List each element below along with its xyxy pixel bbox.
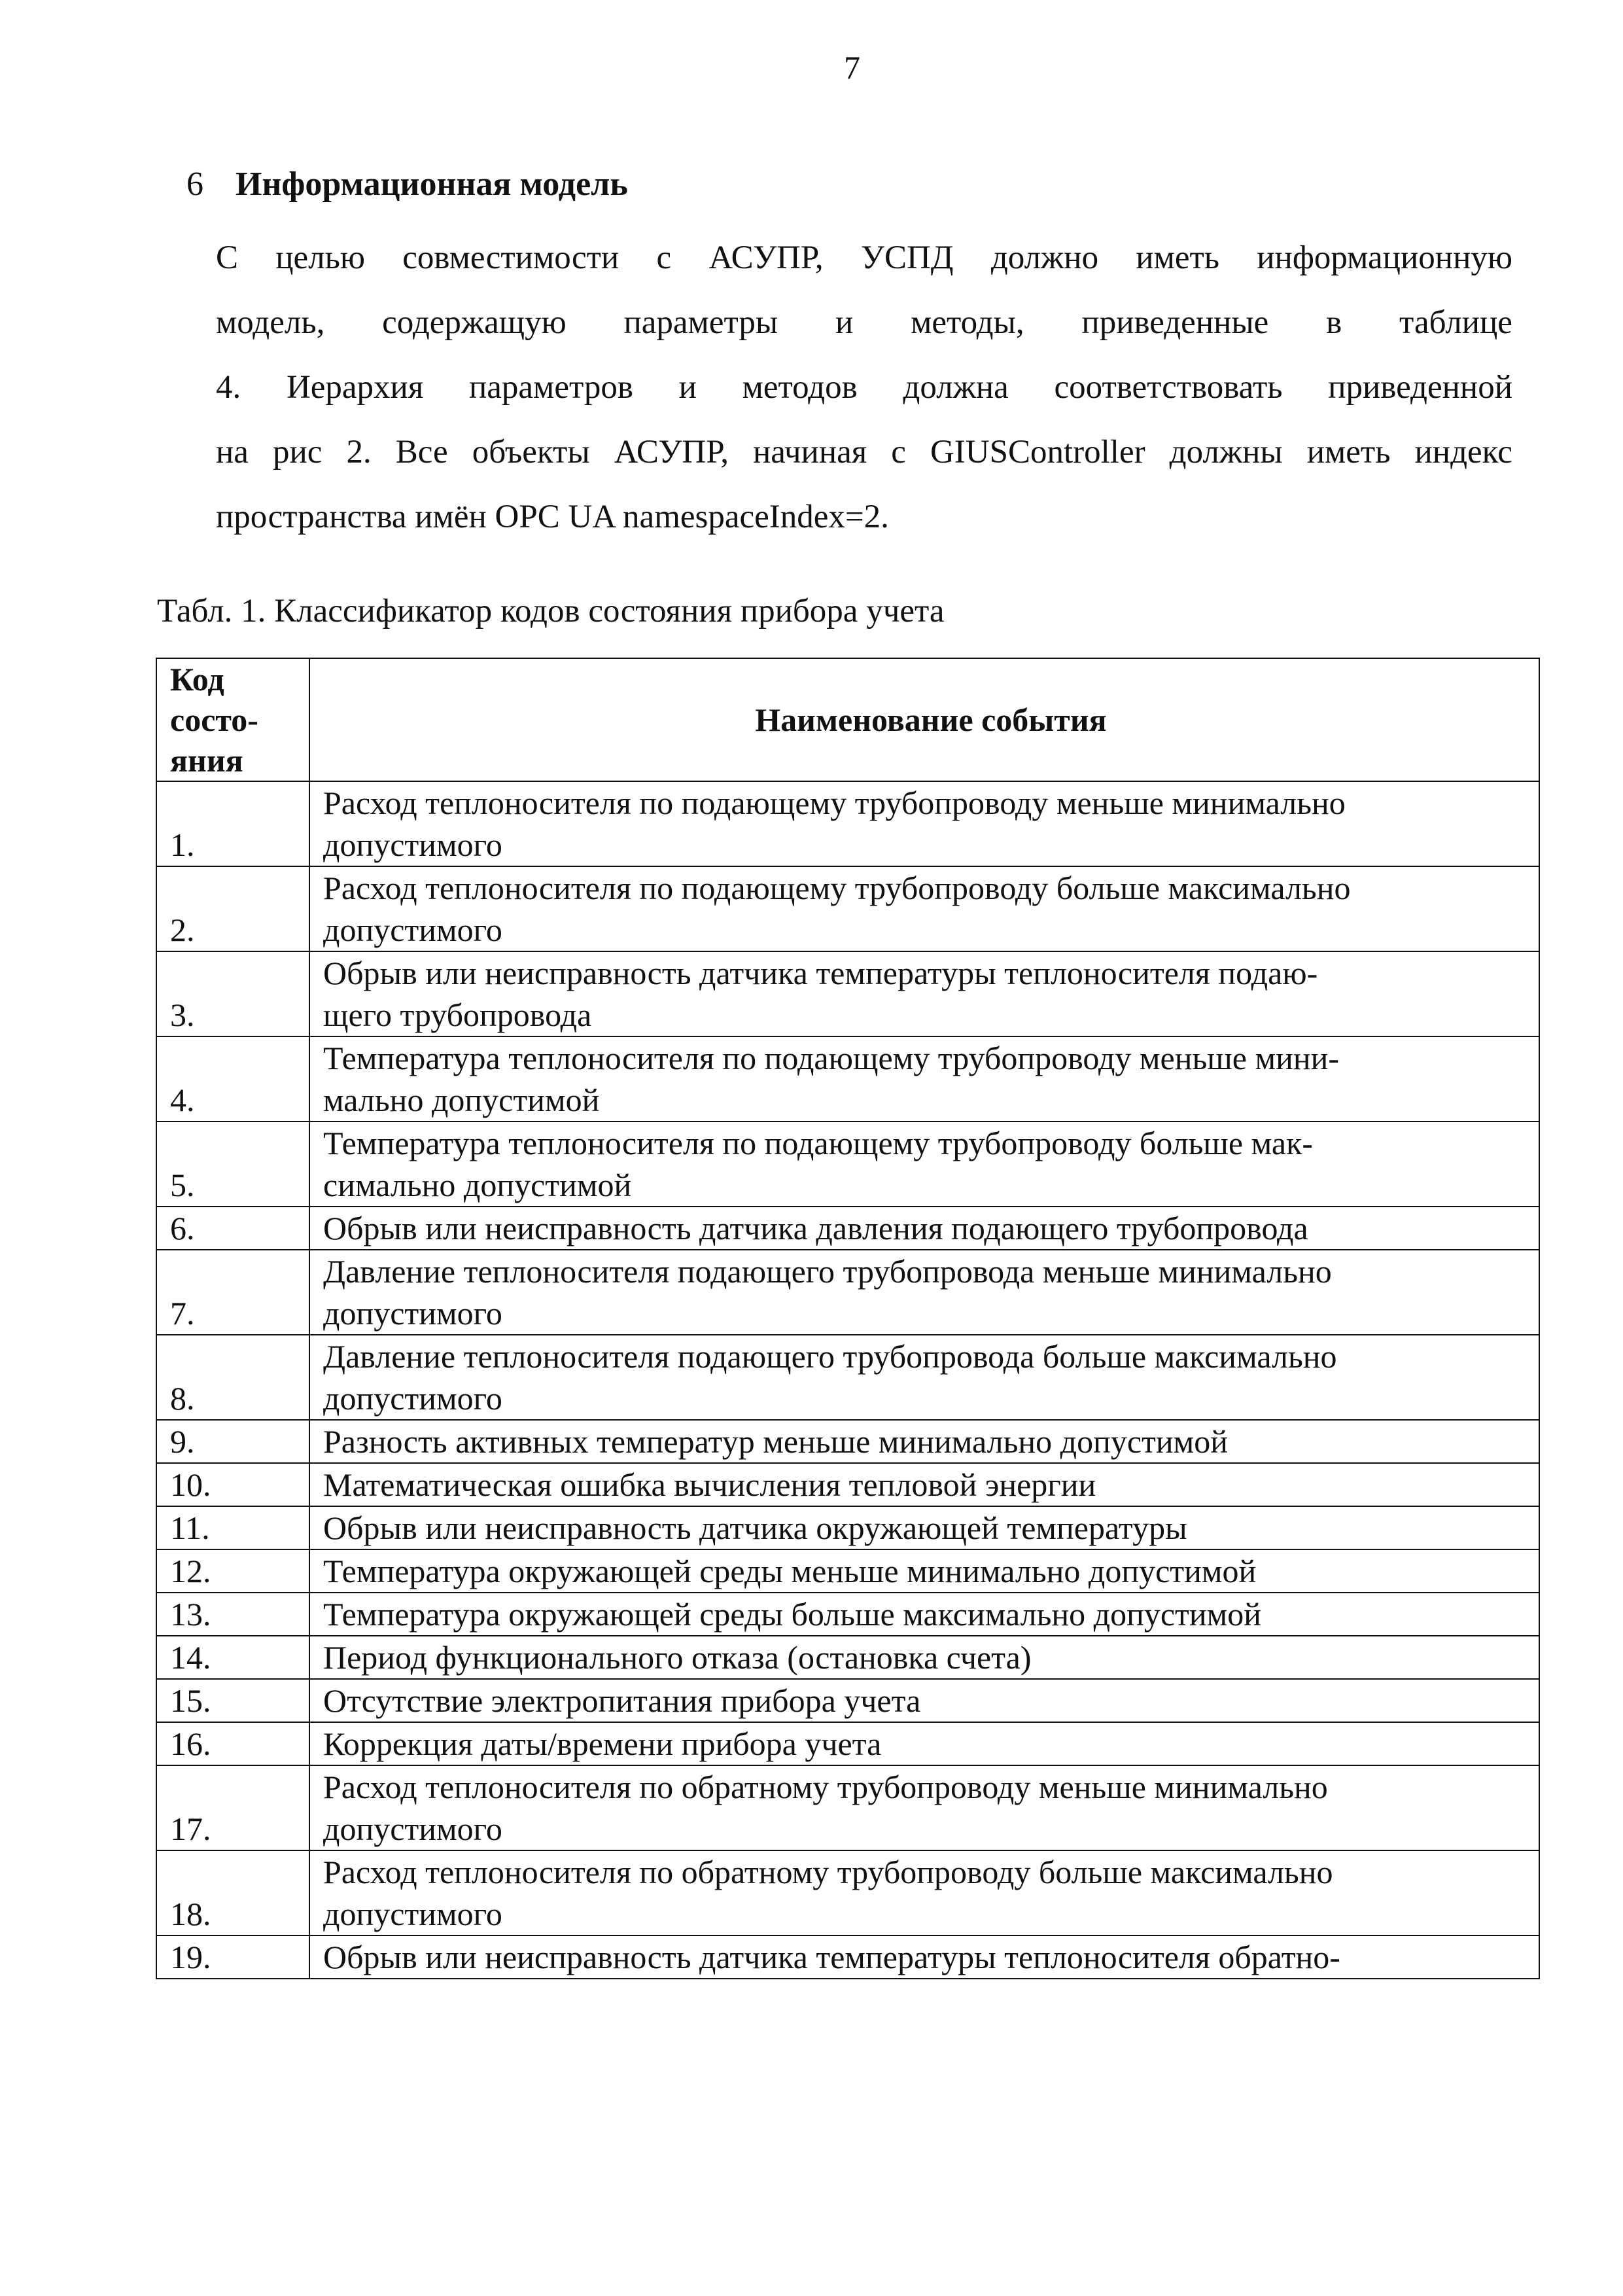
row-name-cell	[309, 1549, 1539, 1593]
paragraph-word: иметь	[1306, 434, 1391, 470]
row-code-cell: 16.	[156, 1722, 309, 1765]
table-row	[156, 1722, 1539, 1765]
paragraph-word: на	[216, 434, 249, 470]
paragraph-word: параметров	[468, 369, 633, 406]
row-name-cell	[309, 1850, 1539, 1935]
row-name-cell	[309, 1593, 1539, 1636]
table-caption: Табл. 1. Классификатор кодов состояния прибора учета	[157, 593, 945, 629]
status-code-table	[156, 658, 1540, 1979]
row-name-cell	[309, 1679, 1539, 1722]
row-name-line: Давление теплоносителя подающего трубопровода больше максимально	[323, 1338, 1337, 1375]
row-name-cell	[309, 1335, 1539, 1420]
paragraph-word: индекс	[1414, 434, 1512, 470]
row-name-line: Расход теплоносителя по обратному трубопроводу больше максимально	[323, 1854, 1333, 1890]
paragraph-word: Все	[395, 434, 448, 470]
paragraph-word: параметры	[623, 304, 778, 341]
row-name-line: допустимого	[323, 911, 502, 948]
paragraph-line	[216, 485, 1512, 550]
table-row	[156, 1679, 1539, 1722]
row-code-cell: 15.	[156, 1679, 309, 1722]
table-row	[156, 1036, 1539, 1122]
row-name-line: Обрыв или неисправность датчика окружающей температуры	[323, 1510, 1187, 1546]
row-name-cell	[309, 1463, 1539, 1506]
paragraph-word: должно	[990, 239, 1099, 276]
paragraph-word: в	[1326, 304, 1342, 341]
row-name-line: допустимого	[323, 1810, 502, 1847]
section-number: 6	[186, 166, 203, 203]
row-name-cell	[309, 866, 1539, 951]
paragraph-word: с	[656, 239, 672, 276]
table-row	[156, 1850, 1539, 1935]
table-header-row	[156, 658, 1539, 781]
row-code-cell: 4.	[156, 1036, 309, 1122]
paragraph-word: УСПД	[860, 239, 954, 276]
paragraph-line	[216, 226, 1512, 291]
paragraph-line	[216, 420, 1512, 485]
row-code-cell: 12.	[156, 1549, 309, 1593]
row-name-line: Отсутствие электропитания прибора учета	[323, 1682, 921, 1719]
row-name-line: мально допустимой	[323, 1082, 600, 1118]
row-name-cell	[309, 1207, 1539, 1250]
row-code-cell: 18.	[156, 1850, 309, 1935]
paragraph-word: приведенной	[1328, 369, 1512, 406]
row-name-cell	[309, 1636, 1539, 1679]
paragraph-word: С	[216, 239, 239, 276]
paragraph-line	[216, 291, 1512, 355]
row-code-cell: 11.	[156, 1506, 309, 1549]
table-row	[156, 1765, 1539, 1850]
row-code-cell: 17.	[156, 1765, 309, 1850]
row-code-cell: 1.	[156, 781, 309, 866]
row-code-cell: 14.	[156, 1636, 309, 1679]
row-name-cell	[309, 1420, 1539, 1463]
table-body	[156, 781, 1539, 1979]
table-row	[156, 866, 1539, 951]
paragraph-word: соответствовать	[1054, 369, 1283, 406]
row-name-line: допустимого	[323, 1380, 502, 1417]
paragraph-word: объекты	[472, 434, 590, 470]
paragraph-word: приведенные	[1081, 304, 1269, 341]
table-row	[156, 1122, 1539, 1207]
row-code-cell: 3.	[156, 951, 309, 1036]
paragraph-word: информационную	[1257, 239, 1512, 276]
row-name-line: допустимого	[323, 1896, 502, 1932]
row-name-line: допустимого	[323, 826, 502, 863]
row-name-line: Математическая ошибка вычисления тепловой энергии	[323, 1466, 1096, 1503]
row-code-cell: 8.	[156, 1335, 309, 1420]
row-name-line: щего трубопровода	[323, 997, 592, 1033]
paragraph-word: АСУПР,	[708, 239, 824, 276]
paragraph-word: методы,	[911, 304, 1024, 341]
table-row	[156, 1636, 1539, 1679]
table-row	[156, 1506, 1539, 1549]
paragraph-word: АСУПР,	[614, 434, 729, 470]
row-name-line: Температура окружающей среды больше максимально допустимой	[323, 1596, 1262, 1633]
paragraph-word: методов	[742, 369, 858, 406]
row-name-cell	[309, 1036, 1539, 1122]
paragraph-word: 2.	[346, 434, 372, 470]
row-name-line: Давление теплоносителя подающего трубопровода меньше минимально	[323, 1253, 1332, 1290]
paragraph-word: совместимости	[402, 239, 620, 276]
paragraph-word: и	[678, 369, 697, 406]
table-row	[156, 781, 1539, 866]
paragraph-word: GIUSController	[930, 434, 1145, 470]
row-name-cell	[309, 781, 1539, 866]
header-name-cell: Наименование события	[309, 658, 1539, 781]
header-code-line: состо-	[170, 701, 258, 738]
paragraph-word: иметь	[1136, 239, 1220, 276]
row-code-cell: 13.	[156, 1593, 309, 1636]
paragraph-word: и	[835, 304, 854, 341]
row-name-line: Температура теплоносителя по подающему трубопроводу больше мак-	[323, 1125, 1314, 1161]
row-name-line: Обрыв или неисправность датчика температуры теплоносителя обратно-	[323, 1939, 1340, 1975]
paragraph-word: начиная	[753, 434, 867, 470]
paragraph-word: должна	[903, 369, 1009, 406]
table-row	[156, 1250, 1539, 1335]
table-row	[156, 1935, 1539, 1979]
paragraph-line	[216, 355, 1512, 420]
header-code-line: Код	[170, 661, 224, 698]
section-heading	[186, 165, 628, 203]
row-code-cell: 10.	[156, 1463, 309, 1506]
row-code-cell: 9.	[156, 1420, 309, 1463]
row-name-line: Расход теплоносителя по подающему трубопроводу меньше минимально	[323, 785, 1346, 821]
header-code-cell	[156, 658, 309, 781]
row-code-cell: 2.	[156, 866, 309, 951]
table-row	[156, 1207, 1539, 1250]
row-name-line: Разность активных температур меньше минимально допустимой	[323, 1423, 1229, 1460]
table-row	[156, 1335, 1539, 1420]
paragraph-word: Иерархия	[286, 369, 424, 406]
header-code-line: яния	[170, 742, 243, 779]
row-name-line: Температура теплоносителя по подающему трубопроводу меньше мини-	[323, 1040, 1340, 1076]
row-name-line: Расход теплоносителя по подающему трубопроводу больше максимально	[323, 870, 1351, 906]
row-code-cell: 7.	[156, 1250, 309, 1335]
row-name-line: Температура окружающей среды меньше минимально допустимой	[323, 1553, 1257, 1589]
paragraph-word: целью	[275, 239, 365, 276]
row-name-line: допустимого	[323, 1295, 502, 1332]
body-paragraph	[216, 226, 1512, 550]
row-name-line: Коррекция даты/времени прибора учета	[323, 1725, 882, 1762]
paragraph-word: таблице	[1399, 304, 1512, 341]
paragraph-word: 4.	[216, 369, 241, 406]
row-name-line: Обрыв или неисправность датчика давления подающего трубопровода	[323, 1210, 1308, 1246]
paragraph-word: модель,	[216, 304, 325, 341]
paragraph-word: с	[891, 434, 906, 470]
table-row	[156, 951, 1539, 1036]
paragraph-word: должны	[1169, 434, 1283, 470]
row-name-cell	[309, 1935, 1539, 1979]
row-name-line: Период функционального отказа (остановка счета)	[323, 1639, 1032, 1676]
row-name-cell	[309, 1506, 1539, 1549]
table-row	[156, 1593, 1539, 1636]
paragraph-word: пространства имён OPC UA namespaceIndex=2.	[216, 499, 889, 535]
page-number: 7	[844, 49, 860, 86]
row-name-cell	[309, 1122, 1539, 1207]
row-name-cell	[309, 1250, 1539, 1335]
row-code-cell: 5.	[156, 1122, 309, 1207]
paragraph-word: содержащую	[382, 304, 567, 341]
table-row	[156, 1420, 1539, 1463]
row-name-cell	[309, 1765, 1539, 1850]
row-code-cell: 19.	[156, 1935, 309, 1979]
row-name-cell	[309, 1722, 1539, 1765]
row-name-line: Обрыв или неисправность датчика температуры теплоносителя подаю-	[323, 955, 1318, 991]
section-title: Информационная модель	[236, 166, 628, 203]
row-code-cell: 6.	[156, 1207, 309, 1250]
row-name-line: симально допустимой	[323, 1167, 632, 1203]
row-name-cell	[309, 951, 1539, 1036]
table-row	[156, 1463, 1539, 1506]
row-name-line: Расход теплоносителя по обратному трубопроводу меньше минимально	[323, 1769, 1328, 1805]
table-row	[156, 1549, 1539, 1593]
paragraph-word: рис	[272, 434, 323, 470]
